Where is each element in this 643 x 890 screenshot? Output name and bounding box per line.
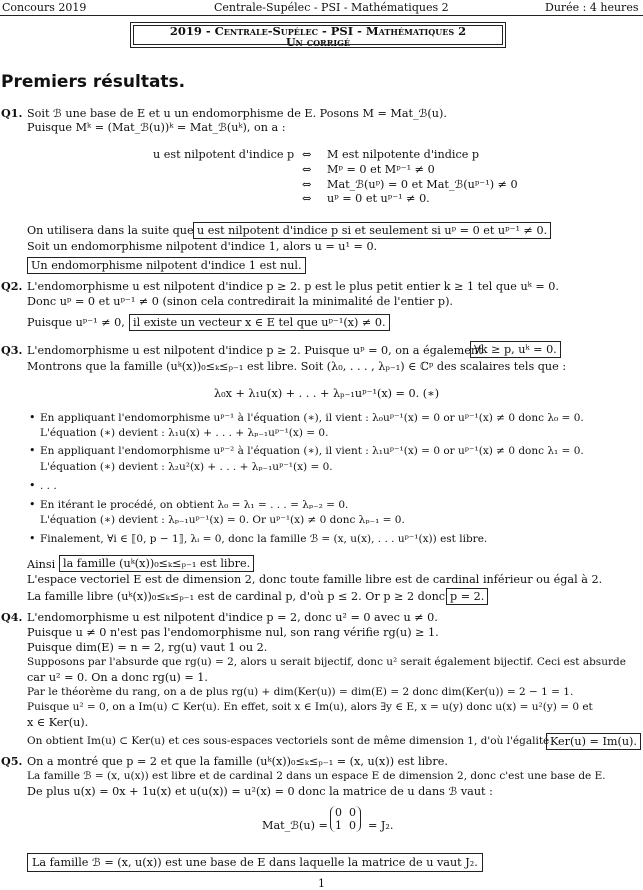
q1-eq4: uᵖ = 0 et uᵖ⁻¹ ≠ 0.	[327, 192, 430, 205]
matrix-cell: 0	[349, 806, 356, 819]
q2-label: Q2.	[1, 279, 23, 293]
q4-line4: Supposons par l'absurde que rg(u) = 2, alors u serait bijectif, donc u² serait également bijectif. Ceci est absurde	[27, 656, 626, 668]
q4-line5: car u² = 0. On a donc rg(u) = 1.	[27, 671, 208, 684]
q3-b2a: En appliquant l'endomorphisme uᵖ⁻² à l'équation (∗), il vient : λ₁uᵖ⁻¹(x) = 0 or uᵖ⁻¹(x) ≠ 0 donc λ₁ = 0.	[40, 445, 584, 457]
q5-result-box: La famille ℬ = (x, u(x)) est une base de E dans laquelle la matrice de u vaut J₂.	[27, 853, 483, 872]
q4-line1: L'endomorphisme u est nilpotent d'indice p = 2, donc u² = 0 avec u ≠ 0.	[27, 611, 438, 624]
q3-b1b: L'équation (∗) devient : λ₁u(x) + . . . + λₚ₋₁uᵖ⁻¹(x) = 0.	[40, 427, 329, 439]
q3-b2b: L'équation (∗) devient : λ₂u²(x) + . . . + λₚ₋₁uᵖ⁻¹(x) = 0.	[40, 461, 333, 473]
header-right: Durée : 4 heures	[545, 1, 639, 14]
q3-c2: L'espace vectoriel E est de dimension 2, donc toute famille libre est de cardinal inférieur ou égal à 2.	[27, 573, 603, 586]
q1-eq3: Mat_ℬ(uᵖ) = 0 et Mat_ℬ(uᵖ⁻¹) ≠ 0	[327, 178, 518, 191]
q4-line9-text: On obtient Im(u) ⊂ Ker(u) et ces sous-espaces vectoriels sont de même dimension 1, d'où l'égalité	[27, 735, 550, 747]
header-left: Concours 2019	[2, 1, 87, 14]
matrix-cell: 0	[335, 806, 342, 819]
q4-result-box: Ker(u) = Im(u).	[546, 733, 641, 750]
q4-line6: Par le théorème du rang, on a de plus rg(u) + dim(Ker(u)) = dim(E) = 2 donc dim(Ker(u)) = 2 − 1 = 1.	[27, 686, 574, 698]
q5-line1: On a montré que p = 2 et que la famille (uᵏ(x))₀≤ₖ≤ₚ₋₁ = (x, u(x)) est libre.	[27, 755, 448, 768]
q3-b1a: En appliquant l'endomorphisme uᵖ⁻¹ à l'équation (∗), il vient : λ₀uᵖ⁻¹(x) = 0 or uᵖ⁻¹(x) ≠ 0 donc λ₀ = 0.	[40, 412, 584, 424]
q1-eq-left: u est nilpotent d'indice p	[153, 148, 295, 161]
q3-result-box: ∀k ≥ p, uᵏ = 0.	[470, 341, 561, 358]
q1-eq-arrow: ⇔	[302, 178, 312, 191]
q3-line1-text: L'endomorphisme u est nilpotent d'indice p ≥ 2. Puisque uᵖ = 0, on a également	[27, 344, 483, 357]
header-center: Centrale-Supélec - PSI - Mathématiques 2	[214, 1, 449, 14]
bullet-icon: •	[29, 479, 36, 492]
q1-eq-arrow: ⇔	[302, 163, 312, 176]
doc-title: 2019 - Centrale-Supélec - PSI - Mathématiques 2	[169, 24, 467, 38]
q3-b4b: L'équation (∗) devient : λₚ₋₁uᵖ⁻¹(x) = 0. Or uᵖ⁻¹(x) ≠ 0 donc λₚ₋₁ = 0.	[40, 514, 405, 526]
q4-line7: Puisque u² = 0, on a Im(u) ⊂ Ker(u). En effet, soit x ∈ Im(u), alors ∃y ∈ E, x = u(y) donc u(x) = u²(y) = 0 et	[27, 701, 593, 713]
q2-line2: Donc uᵖ = 0 et uᵖ⁻¹ ≠ 0 (sinon cela contredirait la minimalité de l'entier p).	[27, 295, 453, 308]
q5-line3: De plus u(x) = 0x + 1u(x) et u(u(x)) = u²(x) = 0 donc la matrice de u dans ℬ vaut :	[27, 785, 493, 798]
q1-result-box2: Un endomorphisme nilpotent d'indice 1 est nul.	[27, 257, 306, 274]
q5-matrix-left: Mat_ℬ(u) =	[262, 819, 328, 832]
q1-eq2: Mᵖ = 0 et Mᵖ⁻¹ ≠ 0	[327, 163, 435, 176]
q4-line2: Puisque u ≠ 0 n'est pas l'endomorphisme nul, son rang vérifie rg(u) ≥ 1.	[27, 626, 439, 639]
q4-line3: Puisque dim(E) = n = 2, rg(u) vaut 1 ou 2.	[27, 641, 268, 654]
q3-line2: Montrons que la famille (uᵏ(x))₀≤ₖ≤ₚ₋₁ est libre. Soit (λ₀, . . . , λₚ₋₁) ∈ ℂᵖ des scalaires tels que :	[27, 360, 567, 373]
q3-b5: Finalement, ∀i ∈ ⟦0, p − 1⟧, λᵢ = 0, donc la famille ℬ = (x, u(x), . . . uᵖ⁻¹(x)) est libre.	[40, 533, 488, 545]
title-box	[130, 22, 506, 48]
bullet-icon: •	[29, 444, 36, 457]
q3-c1-text: Ainsi	[27, 558, 56, 571]
bullet-icon: •	[29, 411, 36, 424]
q2-line1: L'endomorphisme u est nilpotent d'indice p ≥ 2. p est le plus petit entier k ≥ 1 tel que uᵏ = 0.	[27, 280, 559, 293]
q4-line8: x ∈ Ker(u).	[27, 716, 89, 729]
running-header	[0, 0, 643, 16]
q4-label: Q4.	[1, 610, 23, 624]
q3-result-box3: p = 2.	[446, 588, 488, 605]
bullet-icon: •	[29, 498, 36, 511]
page-number: 1	[318, 877, 325, 890]
q3-label: Q3.	[1, 343, 23, 357]
matrix-cell: 0	[349, 819, 356, 832]
q5-label: Q5.	[1, 754, 23, 768]
q1-line1: Soit ℬ une base de E et u un endomorphisme de E. Posons M = Mat_ℬ(u).	[27, 107, 447, 120]
q3-b3: . . .	[40, 480, 57, 492]
matrix	[330, 806, 361, 832]
doc-subtitle: Un corrigé	[285, 36, 351, 49]
q1-eq-arrow: ⇔	[302, 148, 312, 161]
section-heading: Premiers résultats.	[1, 72, 186, 92]
q3-result-box2: la famille (uᵏ(x))₀≤ₖ≤ₚ₋₁ est libre.	[59, 555, 254, 572]
matrix-cell: 1	[335, 819, 342, 832]
q1-result-box: u est nilpotent d'indice p si et seulement si uᵖ = 0 et uᵖ⁻¹ ≠ 0.	[193, 222, 551, 239]
q3-equation: λ₀x + λ₁u(x) + . . . + λₚ₋₁uᵖ⁻¹(x) = 0. (∗)	[214, 387, 440, 400]
q1-line2: Puisque Mᵏ = (Mat_ℬ(u))ᵏ = Mat_ℬ(uᵏ), on a :	[27, 121, 286, 134]
bullet-icon: •	[29, 532, 36, 545]
q3-b4a: En itérant le procédé, on obtient λ₀ = λ₁ = . . . = λₚ₋₂ = 0.	[40, 499, 349, 511]
q1-label: Q1.	[1, 106, 23, 120]
q1-line4: Soit un endomorphisme nilpotent d'indice 1, alors u = u¹ = 0.	[27, 240, 378, 253]
q2-result-box: il existe un vecteur x ∈ E tel que uᵖ⁻¹(x) ≠ 0.	[129, 314, 390, 331]
q1-line3-text: On utilisera dans la suite que	[27, 224, 194, 237]
q2-line3-text: Puisque uᵖ⁻¹ ≠ 0,	[27, 316, 125, 329]
q3-c3-text: La famille libre (uᵏ(x))₀≤ₖ≤ₚ₋₁ est de cardinal p, d'où p ≤ 2. Or p ≥ 2 donc	[27, 590, 446, 603]
q1-eq-arrow: ⇔	[302, 192, 312, 205]
q1-eq1: M est nilpotente d'indice p	[327, 148, 480, 161]
q5-line2: La famille ℬ = (x, u(x)) est libre et de cardinal 2 dans un espace E de dimension 2, donc c'est une base de E.	[27, 770, 606, 782]
q5-matrix-right: = J₂.	[368, 819, 394, 832]
